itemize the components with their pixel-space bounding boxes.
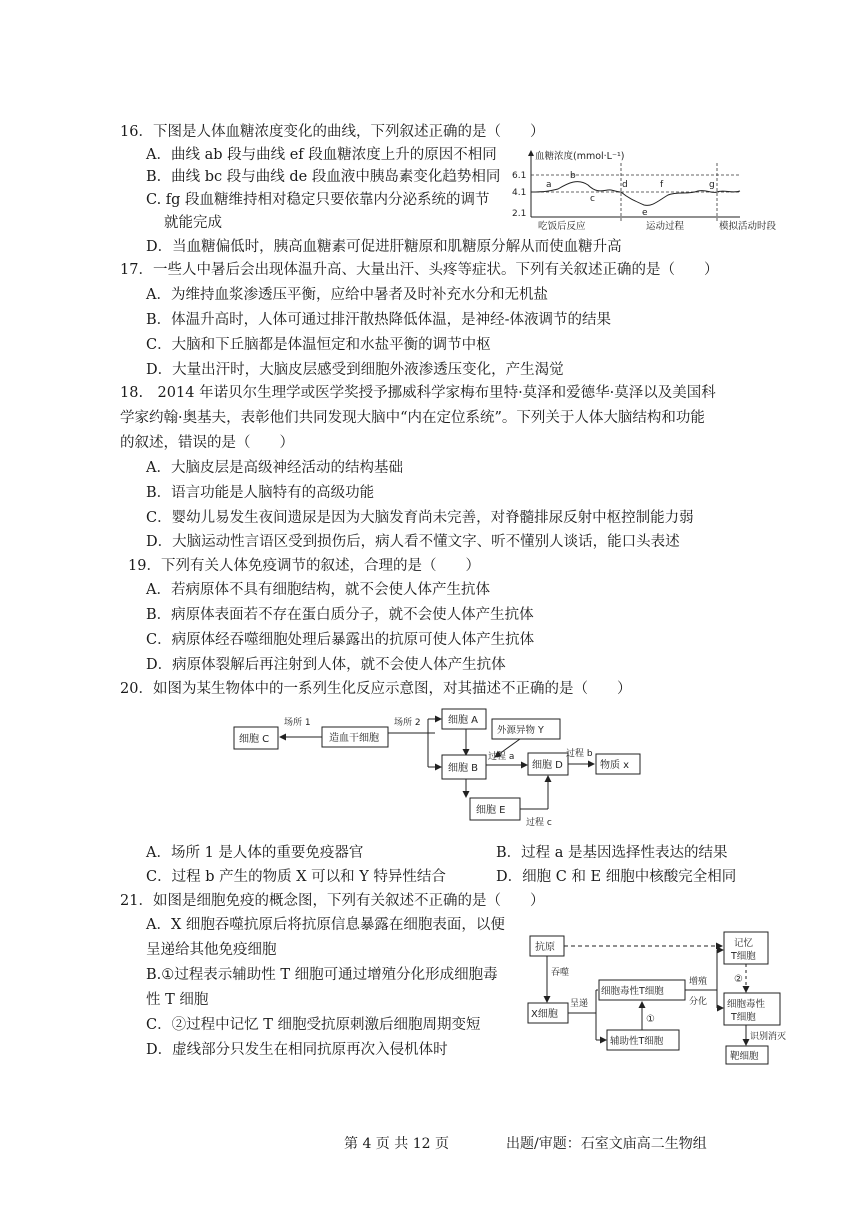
q21-option-b-cont: 性 T 细胞 bbox=[146, 992, 209, 1008]
point-a: a bbox=[546, 180, 552, 190]
ytick-2-1: 2.1 bbox=[512, 209, 527, 219]
segment-meal: 吃饭后反应 bbox=[538, 221, 586, 232]
label-target-cell: 靶细胞 bbox=[730, 1051, 759, 1062]
q21-stem: 21．如图是细胞免疫的概念图，下列有关叙述不正确的是（ ） bbox=[120, 893, 545, 909]
q20-option-d: D．细胞 C 和 E 细胞中核酸完全相同 bbox=[496, 869, 737, 885]
label-differentiate: 分化 bbox=[689, 997, 708, 1007]
label-cytotoxic-t-2a: 细胞毒性 bbox=[727, 999, 766, 1010]
q19-stem: 19．下列有关人体免疫调节的叙述，合理的是（ ） bbox=[128, 558, 480, 574]
q16-option-b: B．曲线 bc 段与曲线 de 段血液中胰岛素变化趋势相同 bbox=[146, 169, 501, 185]
q16-option-c-cont: 就能完成 bbox=[164, 215, 222, 231]
label-proc-c: 过程 c bbox=[526, 818, 552, 828]
point-d: d bbox=[622, 180, 628, 190]
q20-stem: 20．如图为某生物体中的一系列生化反应示意图，对其描述不正确的是（ ） bbox=[120, 681, 632, 697]
q18-option-a: A．大脑皮层是高级神经活动的结构基础 bbox=[146, 460, 403, 476]
label-proc-b: 过程 b bbox=[566, 749, 593, 759]
q21-option-b: B.①过程表示辅助性 T 细胞可通过增殖分化形成细胞毒 bbox=[146, 967, 498, 983]
label-memory-t-1: 记忆 bbox=[734, 938, 754, 949]
q21-option-a-cont: 呈递给其他免疫细胞 bbox=[146, 942, 277, 958]
label-cytotoxic-t: 细胞毒性T细胞 bbox=[601, 986, 664, 997]
footer-author: 出题/审题：石室文庙高二生物组 bbox=[506, 1136, 707, 1152]
label-engulf: 吞噬 bbox=[551, 968, 570, 978]
q20-flow-diagram bbox=[230, 705, 650, 830]
q17-option-a: A．为维持血浆渗透压平衡，应给中暑者及时补充水分和无机盐 bbox=[146, 287, 548, 303]
q18-stem-3: 的叙述，错误的是（ ） bbox=[120, 435, 294, 451]
q16-option-d: D．当血糖偏低时，胰高血糖素可促进肝糖原和肌糖原分解从而使血糖升高 bbox=[146, 239, 622, 255]
footer-page-number: 第 4 页 共 12 页 bbox=[344, 1136, 449, 1152]
q16-stem: 16．下图是人体血糖浓度变化的曲线，下列叙述正确的是（ ） bbox=[120, 124, 545, 140]
q19-option-a: A．若病原体不具有细胞结构，就不会使人体产生抗体 bbox=[146, 582, 490, 598]
q18-stem-2: 学家约翰·奥基夫，表彰他们共同发现大脑中“内在定位系统”。下列关于人体大脑结构和功能 bbox=[120, 410, 705, 426]
segment-exercise: 运动过程 bbox=[646, 221, 685, 232]
label-step-1: ① bbox=[646, 1014, 655, 1025]
q19-option-c: C．病原体经吞噬细胞处理后暴露出的抗原可使人体产生抗体 bbox=[146, 632, 535, 648]
point-c: c bbox=[590, 194, 595, 204]
point-b: b bbox=[570, 171, 576, 181]
label-memory-t-2: T细胞 bbox=[731, 951, 756, 962]
ytick-4-1: 4.1 bbox=[512, 188, 527, 198]
label-foreign-y: 外源异物 Y bbox=[497, 725, 544, 736]
point-g: g bbox=[709, 180, 715, 190]
label-substance-x: 物质 x bbox=[600, 760, 630, 771]
q19-option-b: B．病原体表面若不存在蛋白质分子，就不会使人体产生抗体 bbox=[146, 607, 534, 623]
q21-option-c: C．②过程中记忆 T 细胞受抗原刺激后细胞周期变短 bbox=[146, 1017, 481, 1033]
graph-ylabel: 血糖浓度(mmol·L⁻¹) bbox=[535, 151, 625, 162]
q21-concept-diagram bbox=[524, 928, 794, 1068]
q17-option-d: D．大量出汗时，大脑皮层感受到细胞外液渗透压变化，产生渴觉 bbox=[146, 362, 564, 378]
label-site2: 场所 2 bbox=[394, 718, 421, 728]
label-site1: 场所 1 bbox=[284, 718, 311, 728]
label-cell-b: 细胞 B bbox=[448, 763, 479, 774]
q18-option-b: B．语言功能是人脑特有的高级功能 bbox=[146, 485, 375, 501]
ytick-6-1: 6.1 bbox=[512, 171, 527, 181]
label-antigen: 抗原 bbox=[535, 942, 555, 953]
label-proc-a: 过程 a bbox=[488, 752, 515, 762]
q20-option-c: C．过程 b 产生的物质 X 可以和 Y 特异性结合 bbox=[146, 869, 446, 885]
label-stem-cell: 造血干细胞 bbox=[329, 733, 379, 744]
q17-stem: 17．一些人中暑后会出现体温升高、大量出汗、头疼等症状。下列有关叙述正确的是（ ） bbox=[120, 262, 719, 278]
q16-option-a: A．曲线 ab 段与曲线 ef 段血糖浓度上升的原因不相同 bbox=[146, 147, 497, 163]
label-step-2: ② bbox=[734, 974, 743, 985]
q17-option-b: B．体温升高时，人体可通过排汗散热降低体温，是神经-体液调节的结果 bbox=[146, 312, 612, 328]
q18-stem-1: 18. 2014 年诺贝尔生理学或医学奖授予挪威科学家梅布里特·莫泽和爱德华·莫泽以及美国科 bbox=[120, 385, 716, 401]
q21-option-a: A．X 细胞吞噬抗原后将抗原信息暴露在细胞表面，以便 bbox=[146, 917, 505, 933]
label-cell-c: 细胞 C bbox=[239, 734, 270, 745]
q20-option-b: B．过程 a 是基因选择性表达的结果 bbox=[496, 845, 728, 861]
q19-option-d: D．病原体裂解后再注射到人体，就不会使人体产生抗体 bbox=[146, 657, 506, 673]
q16-option-c: C. fg 段血糖维持相对稳定只要依靠内分泌系统的调节 bbox=[146, 192, 490, 208]
q17-option-c: C．大脑和下丘脑都是体温恒定和水盐平衡的调节中枢 bbox=[146, 337, 491, 353]
label-cell-d: 细胞 D bbox=[532, 760, 563, 771]
blood-glucose-graph bbox=[510, 145, 777, 235]
q18-option-c: C．婴幼儿易发生夜间遗尿是因为大脑发育尚未完善，对脊髓排尿反射中枢控制能力弱 bbox=[146, 510, 694, 526]
label-cytotoxic-t-2b: T细胞 bbox=[731, 1012, 756, 1023]
label-present: 呈递 bbox=[570, 999, 589, 1009]
q20-option-a: A．场所 1 是人体的重要免疫器官 bbox=[146, 845, 364, 861]
label-proliferate: 增殖 bbox=[689, 977, 708, 987]
label-recognize: 识别消灭 bbox=[750, 1032, 787, 1042]
label-x-cell: X细胞 bbox=[531, 1009, 558, 1020]
q18-option-d: D．大脑运动性言语区受到损伤后，病人看不懂文字、听不懂别人谈话，能口头表述 bbox=[146, 534, 680, 550]
label-helper-t: 辅助性T细胞 bbox=[610, 1036, 664, 1047]
point-e: e bbox=[642, 208, 648, 218]
q21-option-d: D．虚线部分只发生在相同抗原再次入侵机体时 bbox=[146, 1042, 448, 1058]
label-cell-a: 细胞 A bbox=[448, 715, 479, 726]
segment-simulated: 模拟活动时段 bbox=[719, 221, 777, 232]
point-f: f bbox=[660, 180, 664, 190]
label-cell-e: 细胞 E bbox=[476, 805, 506, 816]
